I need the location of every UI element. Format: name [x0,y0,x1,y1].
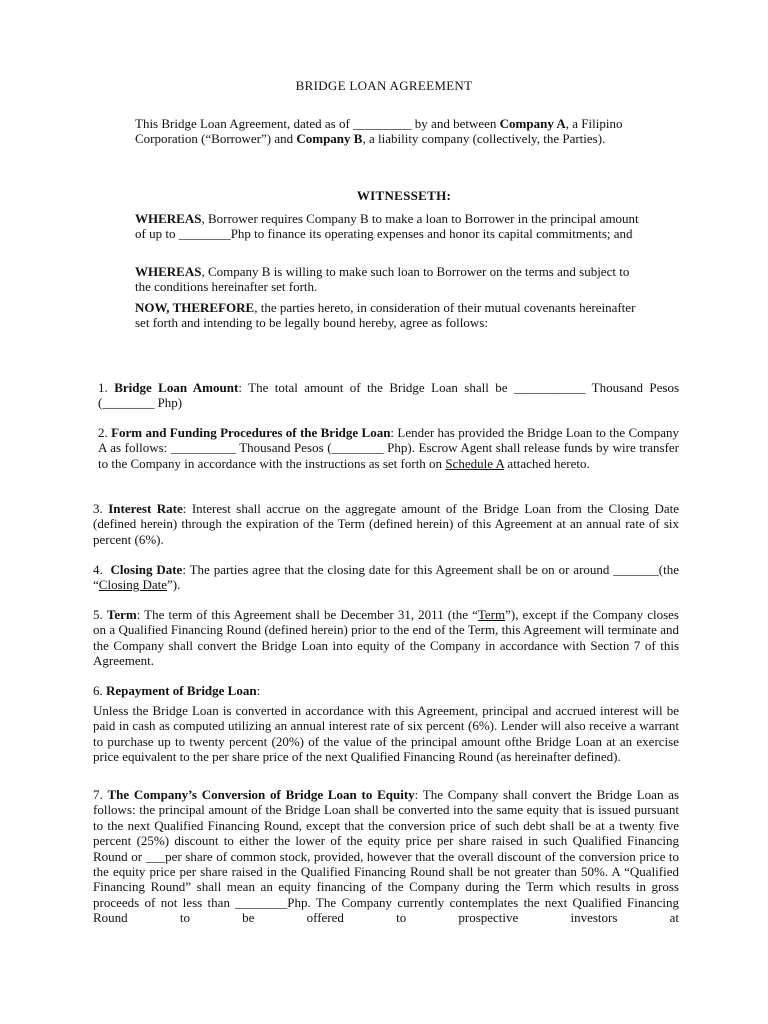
document-title: BRIDGE LOAN AGREEMENT [295,78,473,93]
section-heading: Repayment of Bridge Loan [106,683,257,698]
intro-text-2: , a Filipino Corporation (“Borrower”) and [135,116,623,147]
section-6-heading: 6. Repayment of Bridge Loan: [93,683,261,698]
section-6-body: Unless the Bridge Loan is converted in accordance with this Agreement, principal and accrued interest will be paid in cash as computed utilizing an annual interest rate of six percent (6%). Lender will also receive a warrant to purchase up to twenty percent (20%) of the value of the principal amount ofthe Bridge Loan at an exercise price equivalent to the per share price of the next Qualified Financing Round (as hereinafter defined). [93,703,679,765]
section-heading: Closing Date [110,562,183,577]
section-5: 5. Term: The term of this Agreement shall be December 31, 2011 (the “Term”), except if the Company closes on a Qualified Financing Round (defined herein) prior to the end of the Term, this Agreement will terminate and the Company shall convert the Bridge Loan into equity of the Company in accordance with Section 7 of this Agreement. [93,607,679,669]
section-3: 3. Interest Rate: Interest shall accrue on the aggregate amount of the Bridge Loan from the Closing Date (defined herein) through the expiration of the Term (defined herein) of this Agreement at an annual rate of six percent (6%). [93,501,680,547]
closing-date-term: Closing Date [98,577,168,593]
section-heading: Form and Funding Procedures of the Bridge Loan [111,425,391,440]
intro-paragraph [111,116,646,147]
witnesseth-heading: WITNESSETH: [356,188,452,203]
company-a: Company A [499,116,566,131]
intro-text-3: , a liability company (collectively, the Parties). [362,131,606,147]
section-4: 4. Closing Date: The parties agree that the closing date for this Agreement shall be on or around _______(the “Closing Date”). [93,562,679,593]
section-heading: Term [106,607,137,622]
company-b: Company B [296,131,363,147]
section-heading: The Company’s Conversion of Bridge Loan to Equity [107,787,415,802]
section-2: 2. Form and Funding Procedures of the Bridge Loan: Lender has provided the Bridge Loan to the Company A as follows: __________ Thousand Pesos (________ Php). Escrow Agent shall release funds by wire transfer to the Company in accordance with the instructions as set forth on Schedule A attached hereto. [98,425,679,471]
section-7: 7. The Company’s Conversion of Bridge Loan to Equity: The Company shall convert the Bridge Loan as follows: the principal amount of the Bridge Loan shall be converted into the same equity that is issued pursuant to the next Qualified Financing Round, except that the conversion price of such debt shall be at a twenty five percent (25%) discount to either the lower of the equity price per share raised in such Qualified Financing Round or ___per share of common stock, provided, however that the overall discount of the conversion price to the equity price per share raised in the Qualified Financing Round shall be not greater than 50%. A “Qualified Financing Round” shall mean an equity financing of the Company during the Term which results in gross proceeds of not less than ________Php. The Company currently contemplates the next Qualified Financing Round to be offered to prospective investors at [93,787,680,926]
whereas-clause-2: WHEREAS, Company B is willing to make such loan to Borrower on the terms and subject to the conditions hereinafter set forth. [135,264,630,295]
intro-text-1: This Bridge Loan Agreement, dated as of _________ by and between [135,116,500,131]
section-1: 1. Bridge Loan Amount: The total amount of the Bridge Loan shall be ___________ Thousand Pesos (________ Php) [98,380,680,411]
schedule-a-reference: Schedule A [445,455,505,471]
section-heading: Bridge Loan Amount [114,380,239,395]
whereas-clause-1: WHEREAS, Borrower requires Company B to make a loan to Borrower in the principal amount of up to ________Php to finance its operating expenses and honor its capital commitments; and [135,211,639,242]
now-therefore-clause: NOW, THEREFORE, the parties hereto, in consideration of their mutual covenants hereinafter set forth and intending to be legally bound hereby, agree as follows: [135,300,636,331]
term-definition: Term [477,607,506,622]
section-heading: Interest Rate [108,501,183,516]
